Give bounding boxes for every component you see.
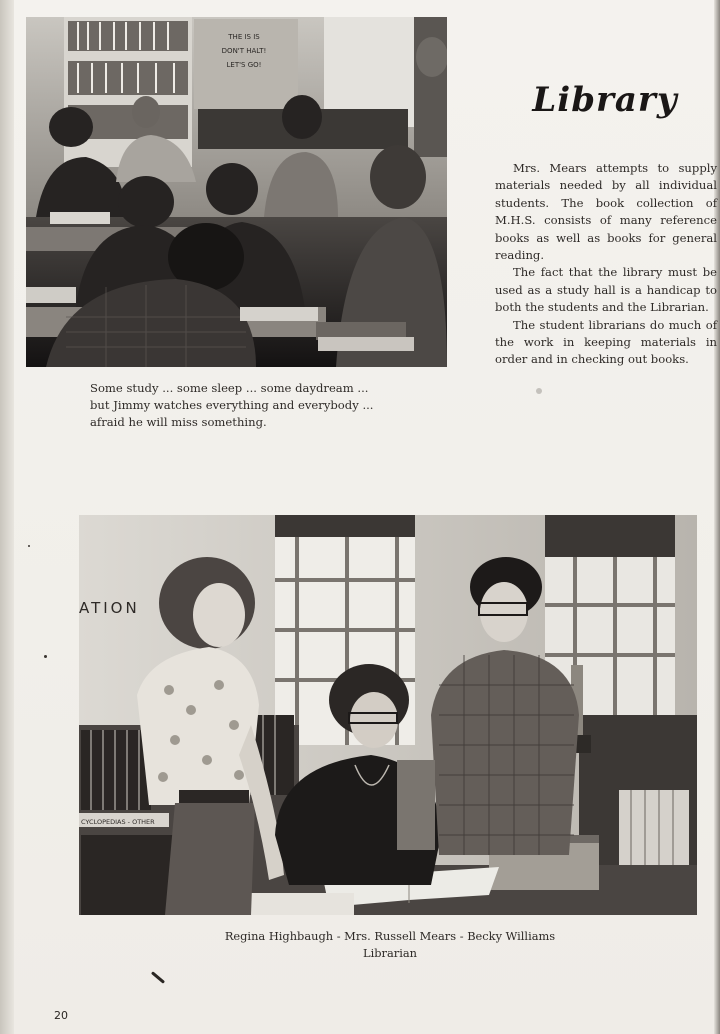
librarians-caption	[150, 928, 630, 961]
caption-line: Some study ... some sleep ... some daydream ...	[90, 381, 369, 395]
article-paragraph: Mrs. Mears attempts to supply materials needed by all individual students. The book collection of M.H.S. consists of many reference books as well as books for general reading.	[495, 161, 717, 263]
scan-speck	[536, 388, 542, 394]
bulletin-sign-line1: THE IS IS	[228, 33, 260, 41]
binding-shadow	[0, 0, 14, 1034]
bulletin-sign-line2: DON'T HALT!	[221, 47, 267, 55]
shelf-label: CYCLOPEDIAS - OTHER	[81, 818, 155, 826]
scan-speck	[28, 545, 30, 547]
caption-line: afraid he will miss something.	[90, 415, 267, 429]
study-hall-photo	[26, 17, 447, 367]
caption-names: Regina Highbaugh - Mrs. Russell Mears - Becky Williams	[224, 929, 556, 943]
caption-role: Librarian	[363, 945, 417, 960]
bulletin-sign-line3: LET'S GO!	[226, 61, 262, 69]
page-edge	[714, 0, 720, 1034]
study-hall-caption	[90, 380, 420, 431]
article-paragraph: The fact that the library must be used as a study hall is a handicap to both the students and the Librarian.	[495, 265, 717, 315]
page-number: 20	[54, 1009, 68, 1022]
librarians-photo	[79, 515, 697, 915]
article-body	[495, 160, 717, 369]
page-title: Library	[532, 80, 678, 120]
scan-speck	[44, 655, 47, 658]
article-paragraph: The student librarians do much of the work in keeping materials in order and in checking out books.	[495, 317, 717, 367]
caption-line: but Jimmy watches everything and everybody ...	[90, 398, 374, 412]
wall-sign-text: ATION	[79, 599, 140, 617]
